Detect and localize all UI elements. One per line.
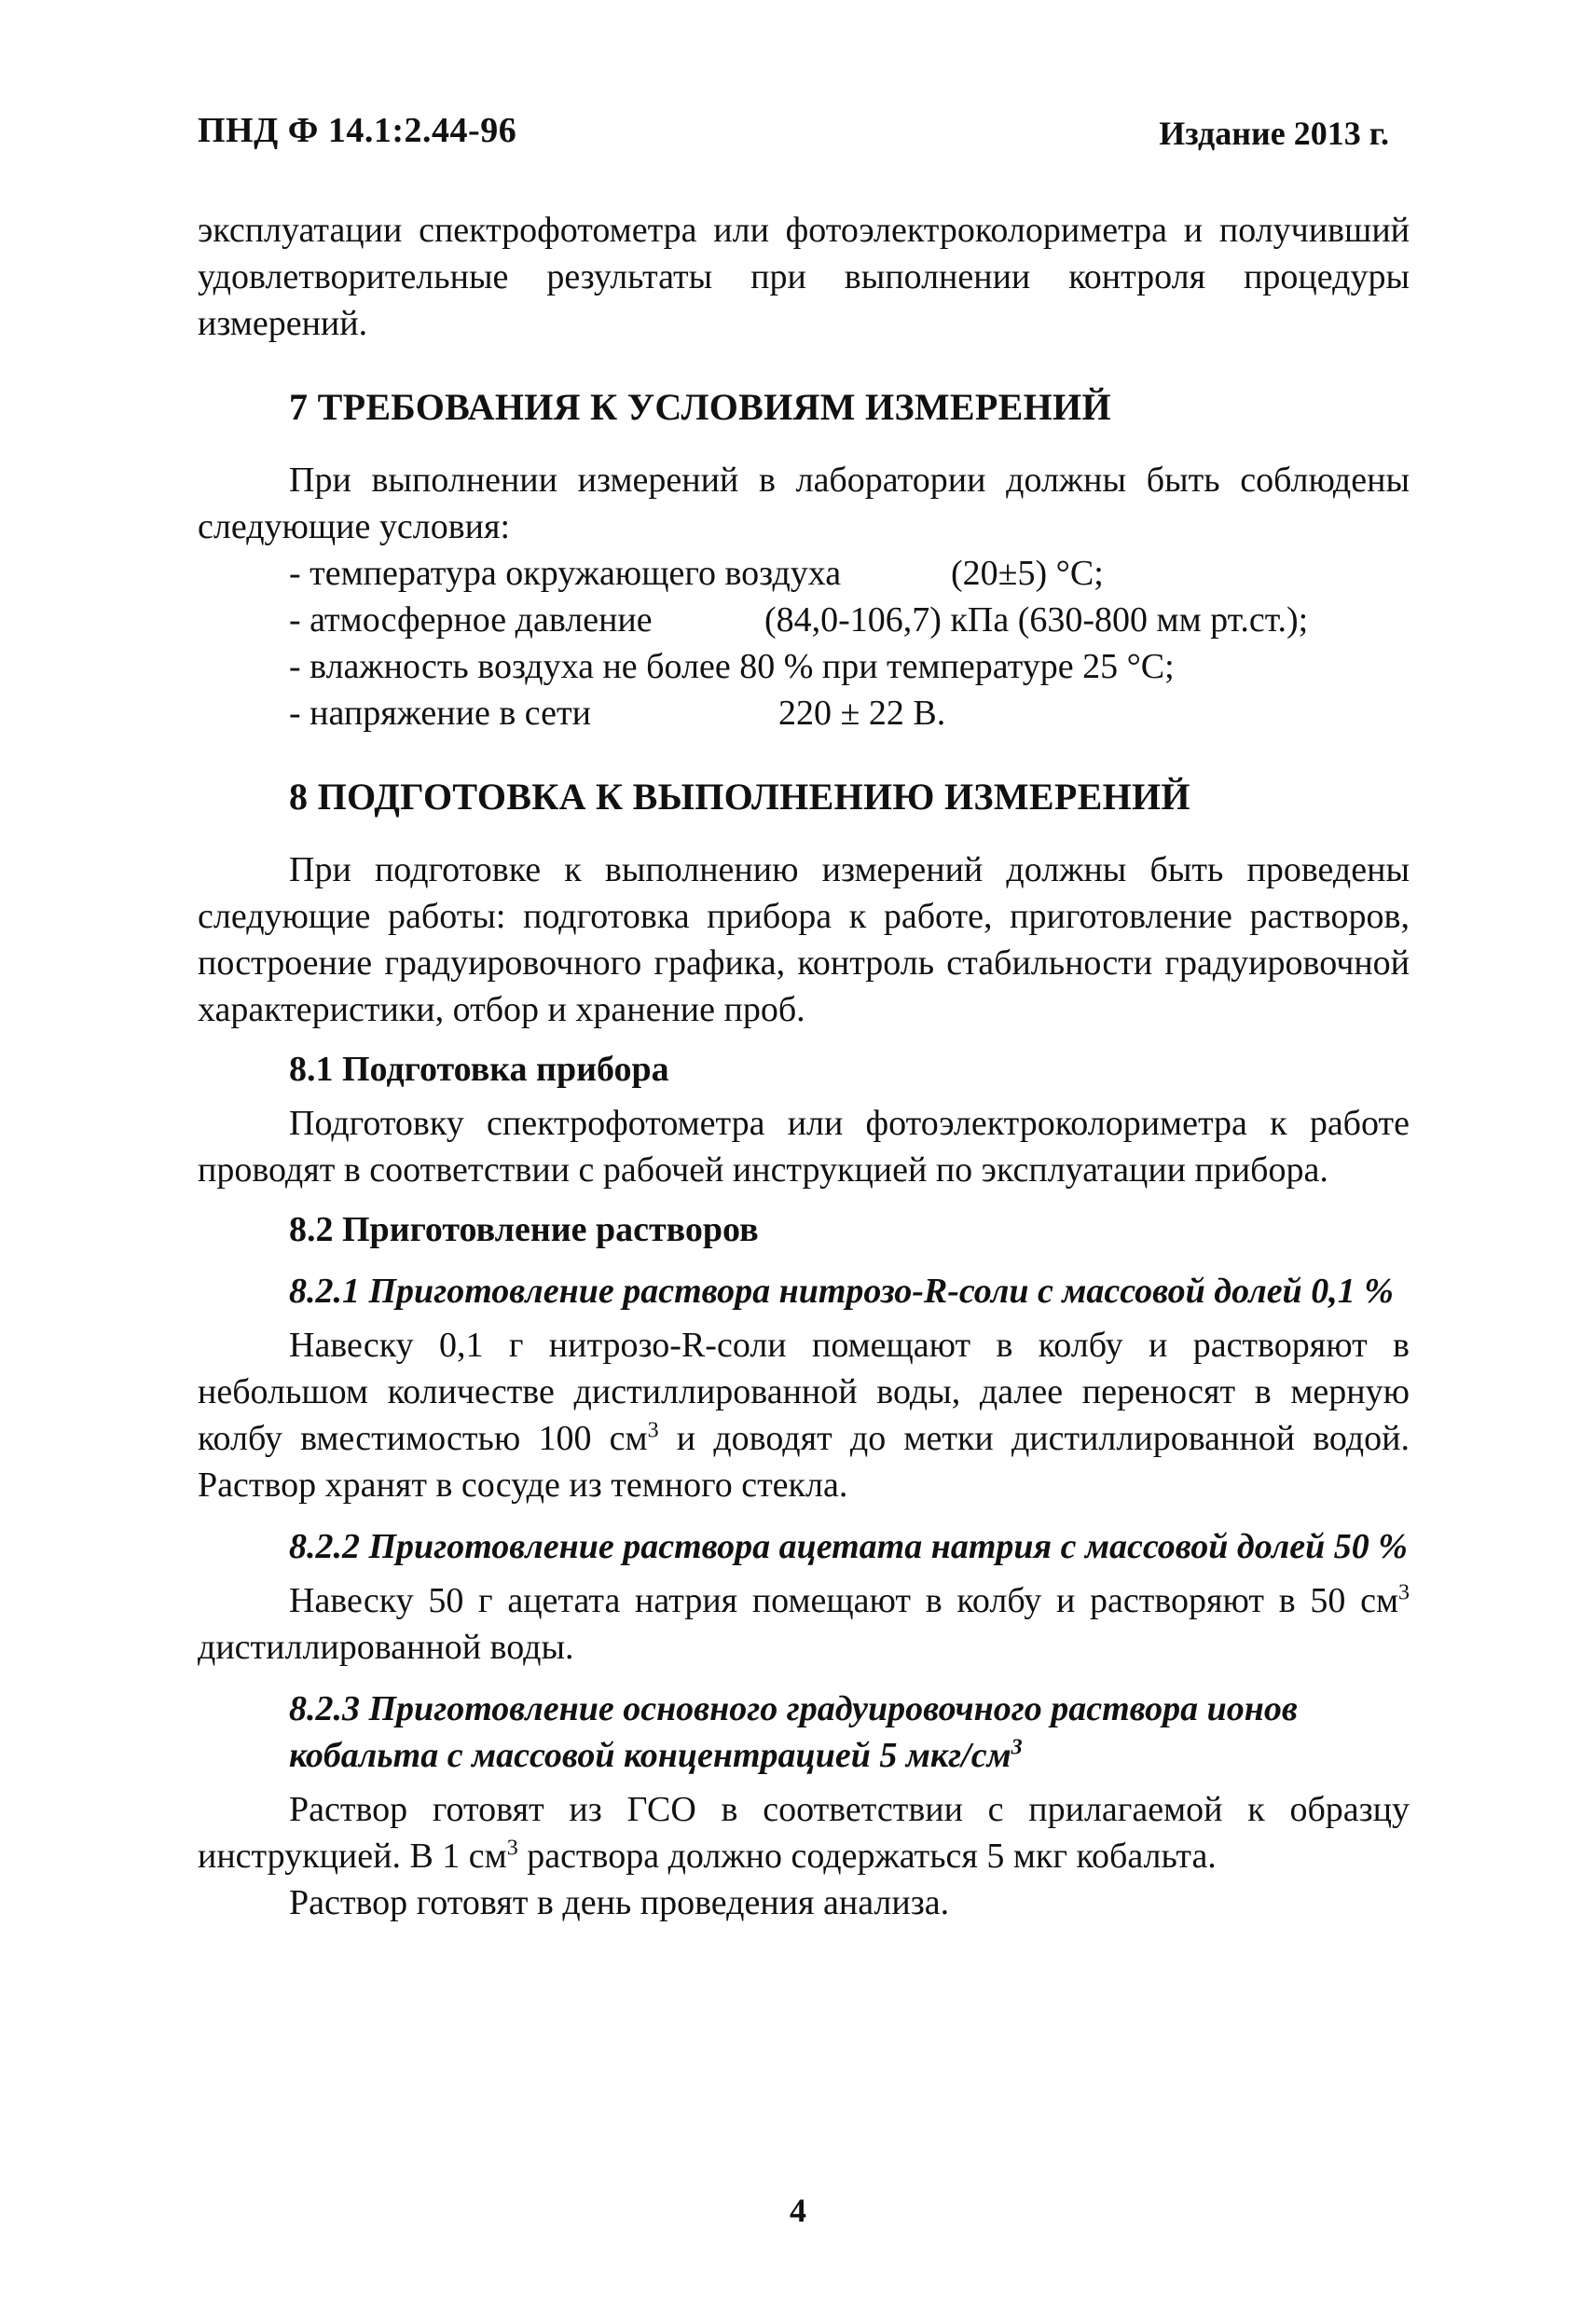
superscript: 3 [506,1836,518,1861]
condition-label: - атмосферное давление [289,600,653,640]
condition-label: - температура окружающего воздуха [289,554,842,593]
text-part: Раствор готовят из ГСО в соответствии с прилагаемой к образцу инструкцией. В 1 см [198,1790,1410,1876]
subsection-8-1-text: Подготовку спектрофотометра или фотоэлектроколориметра к работе проводят в соответствии с рабочей инструкцией по эксплуатации прибора. [198,1104,1410,1190]
condition-value: (84,0-106,7) кПа (630-800 мм рт.ст.); [764,600,1309,640]
document-code: ПНД Ф 14.1:2.44-96 [198,111,517,150]
subsection-8-1-heading: 8.1 Подготовка прибора [289,1050,669,1089]
edition-label: Издание 2013 г. [1159,115,1389,152]
text-part: дистиллированной воды. [198,1628,574,1667]
subsection-8-2-3-text [198,1786,1410,1879]
condition-item [289,690,1410,736]
section-8-intro: При подготовке к выполнению измерений должны быть проведены следующие работы: подготовка прибора к работе, приготовление растворов, построение градуировочного графика, контроль стабильности градуировочной характеристики, отбор и хранение проб. [198,850,1410,1029]
subsection-8-2-heading: 8.2 Приготовление растворов [289,1210,759,1249]
superscript: 3 [1011,1735,1023,1760]
superscript: 3 [1398,1580,1410,1605]
condition-item [289,643,1410,690]
page-body [198,207,1410,1926]
section-7-intro: При выполнении измерений в лаборатории должны быть соблюдены следующие условия: [198,461,1410,546]
text-part: и доводят до метки дистиллированной водой. Раствор хранят в сосуде из темного стекла. [198,1419,1410,1505]
section-7-heading: 7 ТРЕБОВАНИЯ К УСЛОВИЯМ ИЗМЕРЕНИЙ [289,386,1111,428]
condition-item [289,597,1410,643]
superscript: 3 [647,1418,659,1443]
subsection-8-2-1-heading: 8.2.1 Приготовление раствора нитрозо-R-соли с массовой долей 0,1 % [289,1272,1394,1311]
page-number: 4 [790,2192,806,2229]
conditions-list [289,550,1410,736]
subsection-8-2-1-text [198,1322,1410,1508]
subsection-8-2-3-heading [289,1686,1410,1779]
intro-paragraph: эксплуатации спектрофотометра или фотоэлектроколориметра и получивший удовлетворительные результаты при выполнении контроля процедуры измерений. [198,211,1410,343]
condition-label: - влажность воздуха не более 80 % при температуре 25 °С; [289,647,1175,686]
subsection-8-2-2-text [198,1577,1410,1671]
condition-label: - напряжение в сети [289,694,591,733]
section-8-heading: 8 ПОДГОТОВКА К ВЫПОЛНЕНИЮ ИЗМЕРЕНИЙ [289,776,1190,818]
condition-value: 220 ± 22 В. [778,694,946,733]
condition-value: (20±5) °С; [951,554,1104,593]
text-part: 8.2.3 Приготовление основного градуировочного раствора ионов кобальта с массовой концентрацией 5 мкг/см [289,1689,1298,1775]
text-part: раствора должно содержаться 5 мкг кобальта. [517,1837,1217,1876]
condition-item [289,550,1410,597]
subsection-8-2-3-note: Раствор готовят в день проведения анализа. [289,1883,950,1922]
text-part: Навеску 50 г ацетата натрия помещают в колбу и растворяют в 50 см [289,1581,1398,1620]
text-part: Навеску 0,1 г нитрозо-R-соли помещают в колбу и растворяют в небольшом количестве дистиллированной воды, далее переносят в мерную колбу вместимостью 100 см [198,1326,1410,1458]
subsection-8-2-2-heading: 8.2.2 Приготовление раствора ацетата натрия с массовой долей 50 % [289,1527,1408,1566]
